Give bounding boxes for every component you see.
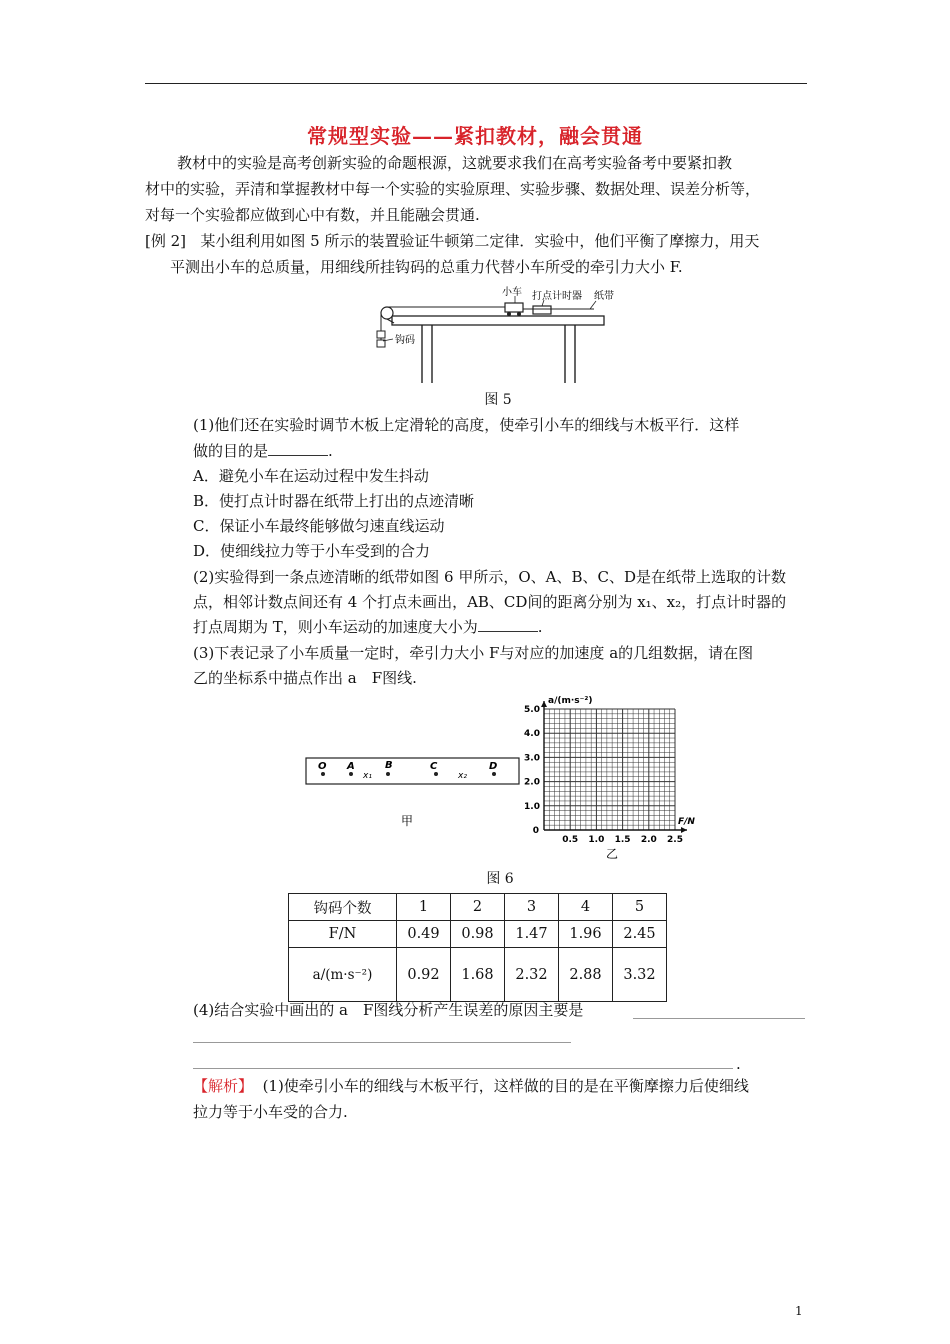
table-cell: 3	[505, 894, 559, 921]
q1-prefix: 做的目的是	[193, 442, 269, 460]
q1-line-2	[193, 439, 333, 464]
cart	[505, 303, 523, 312]
y-tick-label: 2.0	[524, 777, 540, 788]
q4-answer-line-2[interactable]	[193, 1042, 571, 1043]
example-line-2: 平测出小车的总质量，用细线所挂钩码的总重力代替小车所受的牵引力大小 F.	[170, 258, 683, 276]
table-cell: 0.49	[397, 921, 451, 948]
table-cell: 0.98	[451, 921, 505, 948]
tape-dot-c	[434, 772, 438, 776]
table-cell: 2.45	[613, 921, 667, 948]
table-header-count: 钩码个数	[289, 894, 397, 921]
table-cell: 3.32	[613, 948, 667, 1002]
y-tick-label: 5.0	[524, 705, 540, 715]
example-tag: [例 2]	[145, 232, 187, 250]
x-tick-label: 2.0	[640, 835, 657, 845]
figure-5-apparatus	[360, 283, 620, 385]
q2-prefix: 打点周期为 T，则小车运动的加速度大小为	[193, 618, 478, 636]
y-axis-arrow-icon	[541, 701, 547, 707]
example-line-1	[145, 229, 759, 254]
q1-line-1: (1)他们还在实验时调节木板上定滑轮的高度，使牵引小车的细线与木板平行．这样	[193, 416, 740, 434]
q1-option-b: B．使打点计时器在纸带上打出的点迹清晰	[193, 492, 475, 510]
tape-label-d: D	[489, 761, 498, 772]
analysis-label: 【解析】	[193, 1077, 254, 1095]
table-cell: 2	[451, 894, 505, 921]
table-row	[289, 921, 667, 948]
q4-line-1: (4)结合实验中画出的 a F图线分析产生误差的原因主要是	[193, 1001, 584, 1019]
label-timer: 打点计时器	[532, 291, 582, 302]
data-table	[288, 893, 667, 1002]
intro-line-3: 对每一个实验都应做到心中有数，并且能融会贯通.	[145, 206, 480, 224]
timer-device	[533, 306, 551, 314]
wooden-board	[392, 316, 604, 325]
q2-suffix: .	[537, 618, 543, 636]
table-cell: 1.47	[505, 921, 559, 948]
figure-6-caption: 图 6	[486, 871, 514, 887]
table-cell: 1.68	[451, 948, 505, 1002]
tape-dot-a	[349, 772, 353, 776]
intro-line-1: 教材中的实验是高考创新实验的命题根源，这就要求我们在高考实验备考中要紧扣教	[177, 154, 733, 172]
tape-dot-d	[492, 772, 496, 776]
tape-label-o: O	[318, 761, 327, 772]
q4-end: .	[736, 1055, 741, 1073]
tape-caption-jia: 甲	[401, 814, 414, 828]
q3-line-2: 乙的坐标系中描点作出 a F图线.	[193, 669, 417, 687]
x-tick-label: 1.0	[588, 835, 605, 845]
page-title: 常规型实验——紧扣教材，融会贯通	[307, 124, 643, 148]
table-header-force: F/N	[289, 921, 397, 948]
tape-label-x2: x₂	[458, 771, 467, 781]
analysis-text-1: (1)使牵引小车的细线与木板平行，这样做的目的是在平衡摩擦力后使细线	[262, 1077, 749, 1095]
example-text-1: 某小组利用如图 5 所示的装置验证牛顿第二定律．实验中，他们平衡了摩擦力，用天	[200, 232, 760, 250]
analysis-line-1	[193, 1074, 749, 1099]
x-tick-label: 0.5	[562, 835, 579, 845]
y-tick-label: 1.0	[524, 801, 540, 812]
table-cell: 4	[559, 894, 613, 921]
q1-answer-blank[interactable]	[268, 441, 328, 456]
q1-option-a: A．避免小车在运动过程中发生抖动	[193, 467, 429, 485]
label-car: 小车	[502, 287, 522, 298]
q1-option-d: D．使细线拉力等于小车受到的合力	[193, 542, 431, 560]
label-weights: 钩码	[395, 335, 415, 346]
tape-label-a: A	[347, 761, 355, 772]
figure-6-tape	[305, 755, 521, 835]
header-rule	[145, 83, 807, 84]
y-axis-label: a/(m·s⁻²)	[548, 696, 593, 706]
table-row	[289, 894, 667, 921]
table-row	[289, 948, 667, 1002]
analysis-line-2: 拉力等于小车受的合力.	[193, 1103, 348, 1121]
pulley-icon	[381, 307, 393, 319]
q3-line-1: (3)下表记录了小车质量一定时，牵引力大小 F与对应的加速度 a的几组数据，请在图	[193, 644, 754, 662]
table-cell: 2.88	[559, 948, 613, 1002]
q2-line-2: 点，相邻计数点间还有 4 个打点未画出，AB、CD间的距离分别为 x₁、x₂，打点计时器的	[193, 593, 787, 611]
tape-label-x1: x₁	[363, 771, 372, 781]
grid-caption-yi: 乙	[605, 847, 619, 861]
table-cell: 1	[397, 894, 451, 921]
figure-6-grid-chart	[520, 693, 705, 863]
x-tick-label: 2.5	[667, 835, 683, 845]
origin-label: 0	[532, 826, 539, 836]
q1-option-c: C．保证小车最终能够做匀速直线运动	[193, 517, 445, 535]
tape-dot-o	[321, 772, 325, 776]
tape-dot-b	[386, 772, 390, 776]
table-cell: 1.96	[559, 921, 613, 948]
q2-line-1: (2)实验得到一条点迹清晰的纸带如图 6 甲所示，O、A、B、C、D是在纸带上选取的计数	[193, 568, 786, 586]
table-cell: 5	[613, 894, 667, 921]
q1-suffix: .	[328, 442, 333, 460]
q2-answer-blank[interactable]	[478, 617, 538, 632]
table-header-accel: a/(m·s⁻²)	[289, 948, 397, 1002]
tape-label-c: C	[430, 761, 438, 772]
q2-line-3	[193, 615, 543, 640]
page-number: 1	[795, 1304, 803, 1318]
q4-answer-line-3[interactable]	[193, 1068, 733, 1069]
label-tape: 纸带	[594, 291, 614, 302]
x-axis-label: F/N	[678, 817, 695, 827]
x-axis-arrow-icon	[681, 827, 687, 833]
paper-tape	[306, 758, 519, 784]
figure-5-caption: 图 5	[484, 392, 512, 408]
intro-line-2: 材中的实验，弄清和掌握教材中每一个实验的实验原理、实验步骤、数据处理、误差分析等，	[145, 180, 761, 198]
tape-label-b: B	[385, 760, 393, 771]
table-cell: 0.92	[397, 948, 451, 1002]
y-tick-label: 3.0	[524, 753, 540, 764]
weight-1	[377, 331, 385, 338]
q4-answer-line-1[interactable]	[633, 1018, 805, 1019]
x-tick-label: 1.5	[614, 835, 631, 845]
table-cell: 2.32	[505, 948, 559, 1002]
y-tick-label: 4.0	[524, 729, 540, 740]
